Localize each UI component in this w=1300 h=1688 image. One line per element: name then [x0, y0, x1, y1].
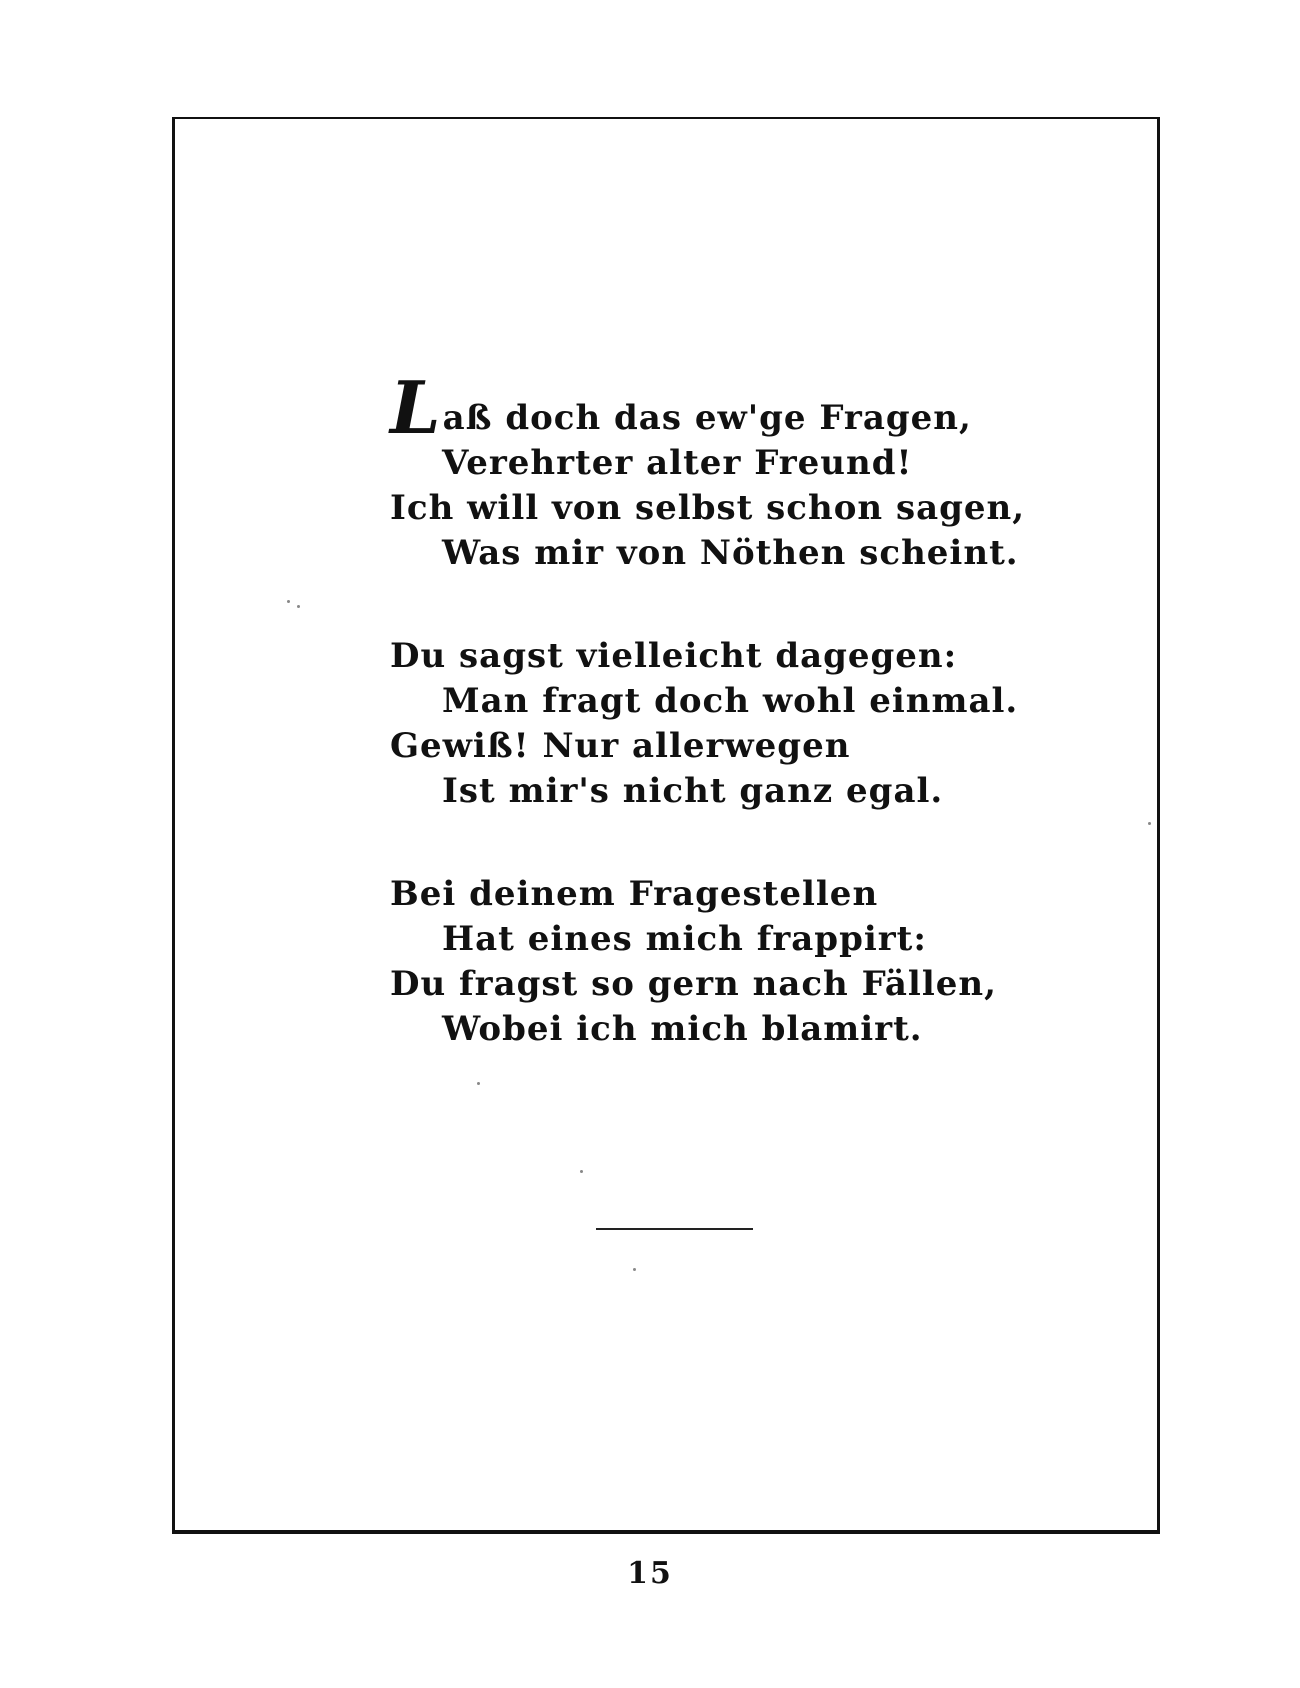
- poem-line: Was mir von Nöthen scheint.: [442, 533, 1019, 573]
- poem-line: Ich will von selbst schon sagen,: [390, 488, 1026, 528]
- print-speck: [633, 1268, 636, 1271]
- poem-line: Wobei ich mich blamirt.: [442, 1009, 923, 1049]
- poem-line: Hat eines mich frappirt:: [442, 919, 927, 959]
- print-speck: [580, 1170, 583, 1173]
- drop-cap: L: [390, 365, 442, 450]
- poem-line: [390, 365, 1090, 450]
- poem-line: Verehrter alter Freund!: [442, 443, 913, 483]
- poem-line: Man fragt doch wohl einmal.: [442, 681, 1019, 721]
- page-number: 15: [627, 1556, 673, 1591]
- print-speck: [477, 1082, 480, 1085]
- poem-line: Bei deinem Fragestellen: [390, 874, 879, 914]
- print-speck: [287, 600, 290, 603]
- poem: [390, 365, 1090, 1110]
- stanza-2: [390, 634, 1090, 814]
- poem-line: Gewiß! Nur allerwegen: [390, 726, 851, 766]
- print-speck: [1148, 822, 1151, 825]
- stanza-1: [390, 365, 1090, 576]
- closing-rule: [596, 1228, 753, 1230]
- stanza-3: [390, 872, 1090, 1052]
- print-speck: [297, 605, 300, 608]
- poem-line: Ist mir's nicht ganz egal.: [442, 771, 944, 811]
- poem-line: Du sagst vielleicht dagegen:: [390, 636, 958, 676]
- poem-line: Du fragst so gern nach Fällen,: [390, 964, 997, 1004]
- poem-line-text: aß doch das ew'ge Fragen,: [442, 398, 972, 438]
